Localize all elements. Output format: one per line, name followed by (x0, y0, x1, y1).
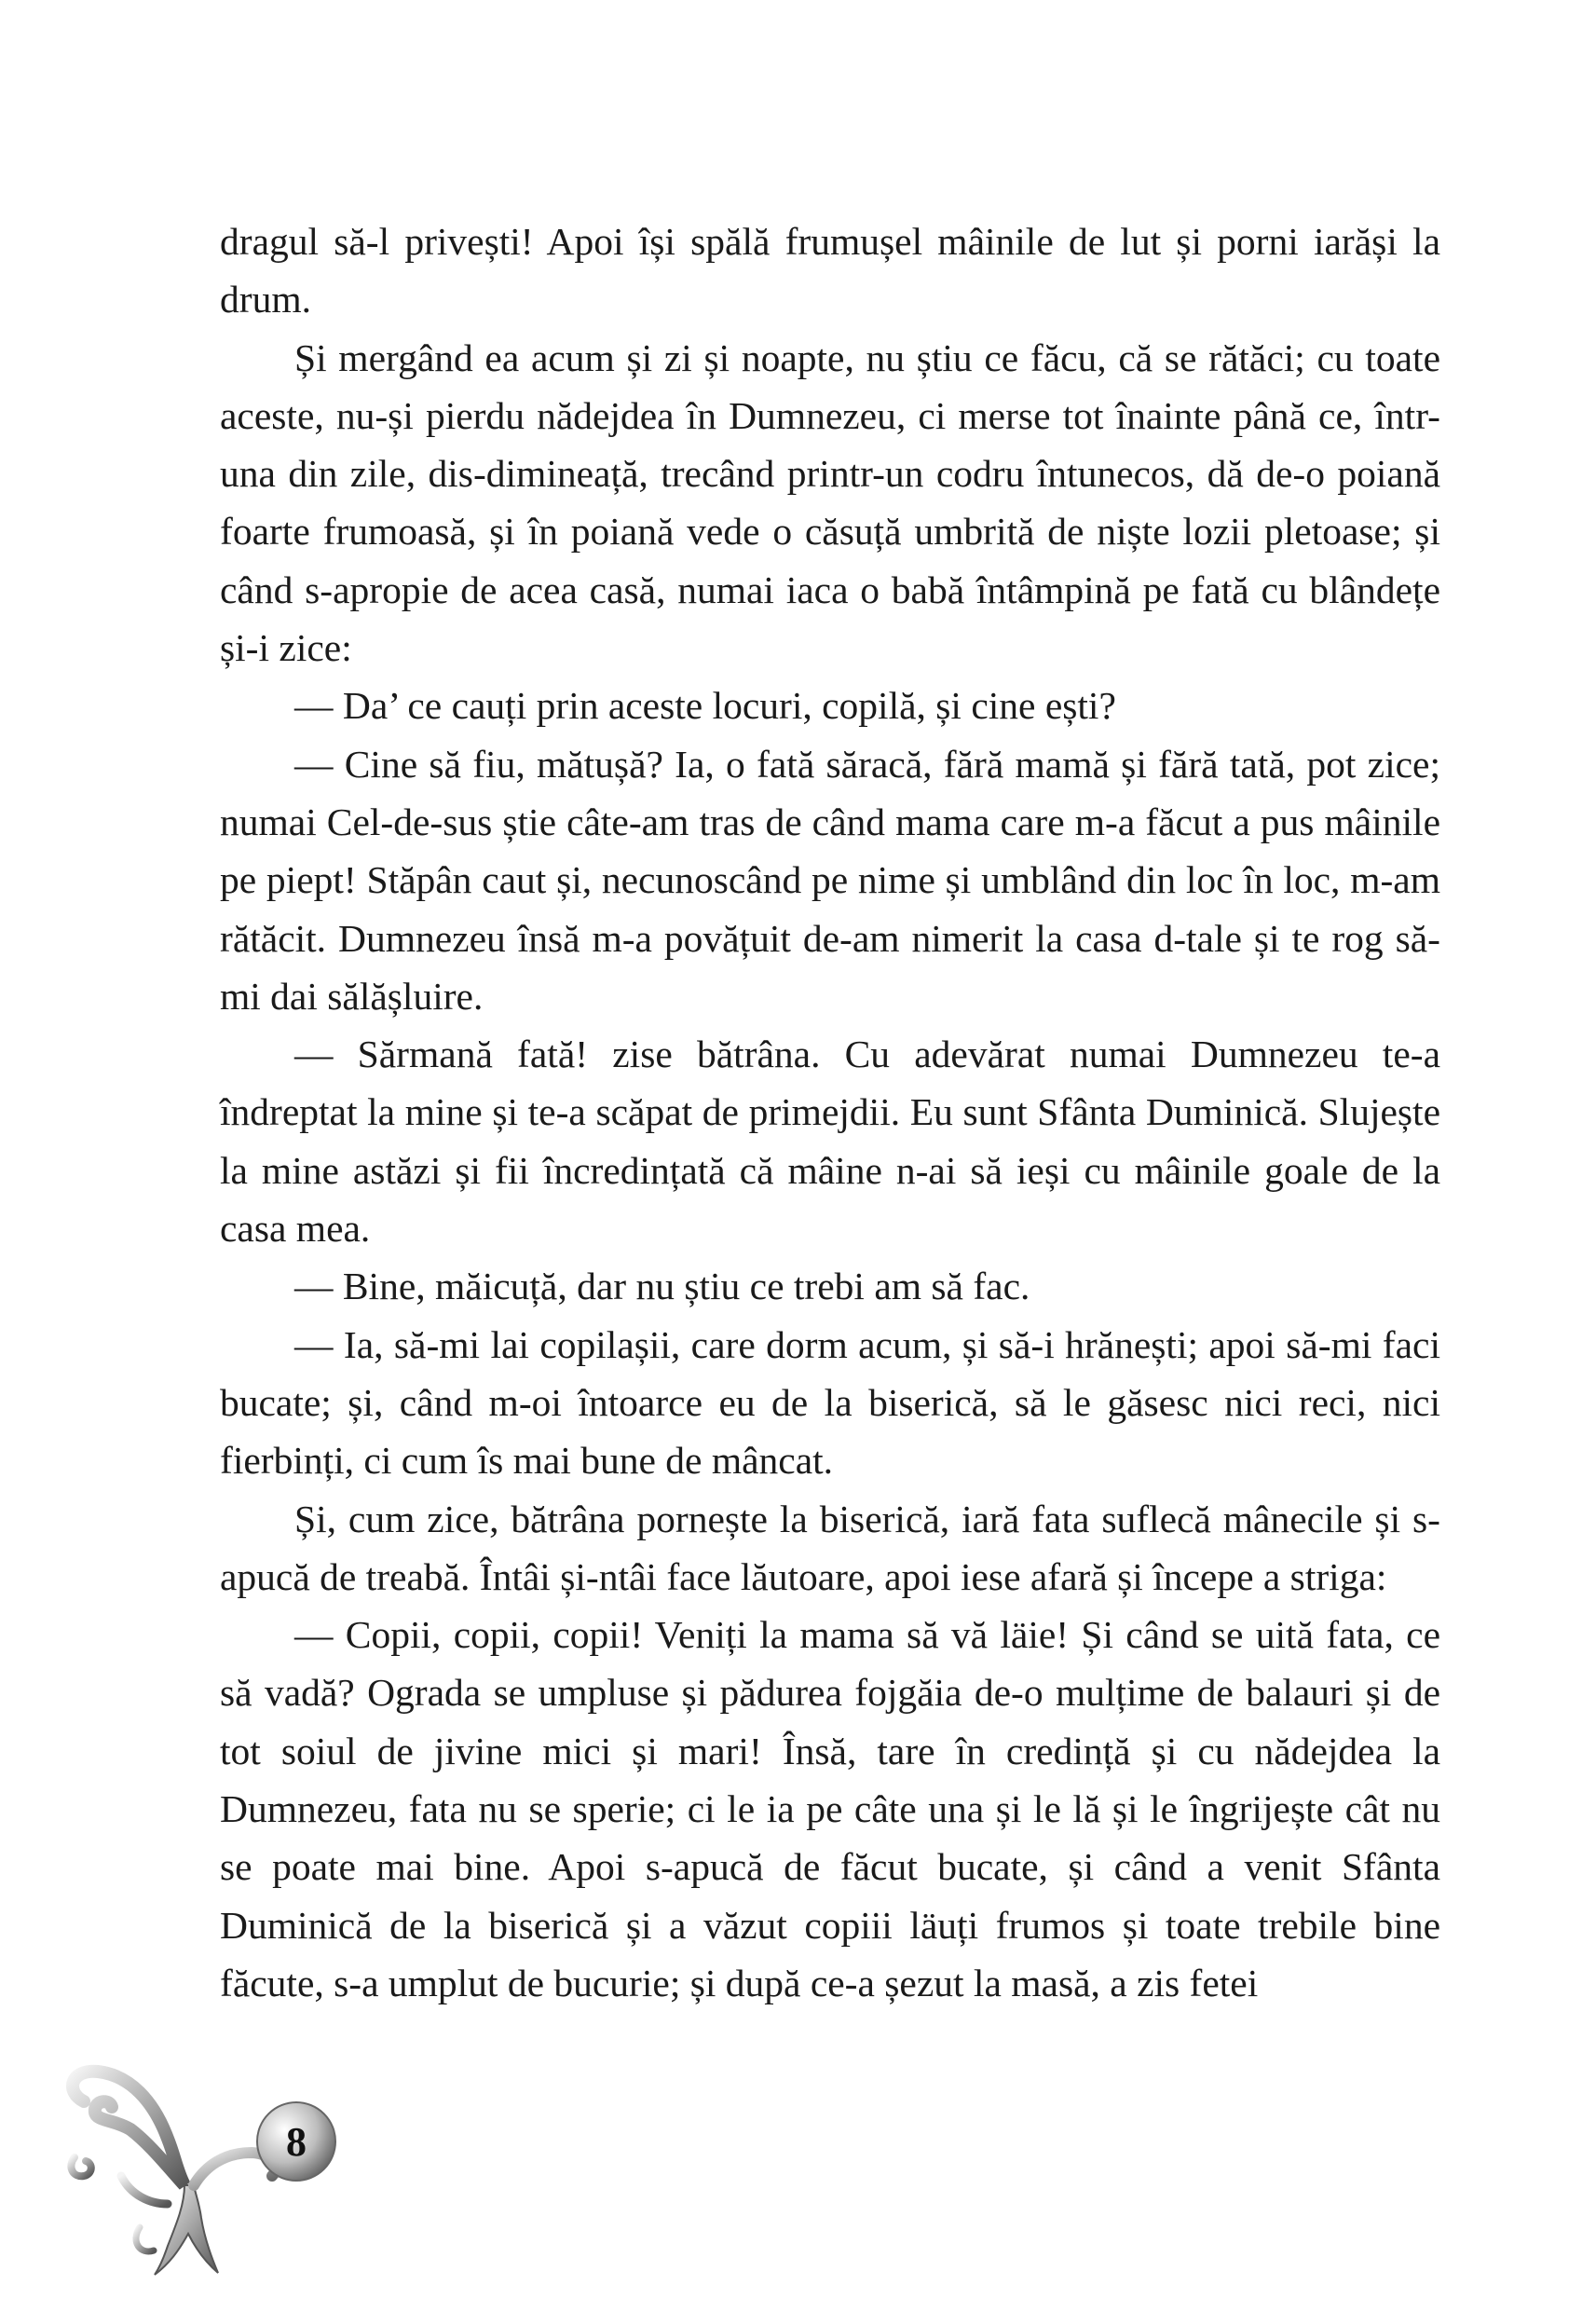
page-number: 8 (286, 2118, 307, 2165)
paragraph-1: dragul să-l privești! Apoi își spălă frumușel mâinile de lut și porni iarăși la drum. (220, 220, 1440, 321)
paragraph-6: — Bine, măicuță, dar nu știu ce trebi am să fac. (294, 1265, 1030, 1308)
paragraph-3: — Da’ ce cauți prin aceste locuri, copilă, și cine ești? (294, 684, 1116, 728)
paragraph-7: — Ia, să-mi lai copilașii, care dorm acum, și să-i hrănești; apoi să-mi faci bucate; și, când m-oi întoarce eu de la biserică, să le găsesc nici reci, nici fierbinți, ci cum îs mai bune de mâncat. (220, 1322, 1440, 1483)
paragraph-9: — Copii, copii, copii! Veniți la mama să vă läie! Și când se uită fata, ce să vadă? Ograda se umpluse și pădurea fojgăia de-o mulțime de balauri și de tot soiul de jivine mici și mari! Însă, tare în credință și cu nădejdea la Dumnezeu, fata nu se sperie; ci le ia pe câte una și le lă și le îngrijește cât nu se poate mai bine. Apoi s-apucă de făcut bucate, și când a venit Sfânta Duminică de la biserică și a văzut copiii läuți frumos și toate trebile bine făcute, s-a umplut de bucurie; și după ce-a șezut la masă, a zis fetei (220, 1613, 1440, 2004)
paragraph-8: Și, cum zice, bătrâna pornește la biserică, iară fata suflecă mânecile și s-apucă de treabă. Întâi și-ntâi face lăutoare, apoi iese afară și începe a striga: (220, 1497, 1440, 1598)
paragraph-5: — Sărmană fată! zise bătrâna. Cu adevărat numai Dumnezeu te-a îndreptat la mine și te-a scăpat de primejdii. Eu sunt Sfânta Duminică. Slujește la mine astăzi și fii încredințată că mâine n-ai să ieși cu mâinile goale de la casa mea. (220, 1033, 1440, 1251)
paragraph-2: Și mergând ea acum și zi și noapte, nu știu ce făcu, că se rătăci; cu toate aceste, nu-și pierdu nădejdea în Dumnezeu, ci merse tot înainte până ce, într-una din zile, dis-dimineață, trecând printr-un codru întunecos, dă de-o poiană foarte frumoasă, și în poiană vede o căsuță umbrită de niște lozii pletoase; și când s-apropie de acea casă, numai iaca o babă întâmpină pe fată cu blândețe și-i zice: (220, 335, 1440, 670)
paragraph-4: — Cine să fiu, mătușă? Ia, o fată săracă, fără mamă și fără tată, pot zice; numai Cel-de-sus știe câte-am tras de când mama care m-a făcut a pus mâinile pe piept! Stăpân caut și, necunoscând pe nime și umblând din loc în loc, m-am rătăcit. Dumnezeu însă m-a povățuit de-am nimerit la casa d-tale și te rog să-mi dai sălășluire. (220, 742, 1440, 1018)
page-body-text (220, 212, 1440, 2012)
